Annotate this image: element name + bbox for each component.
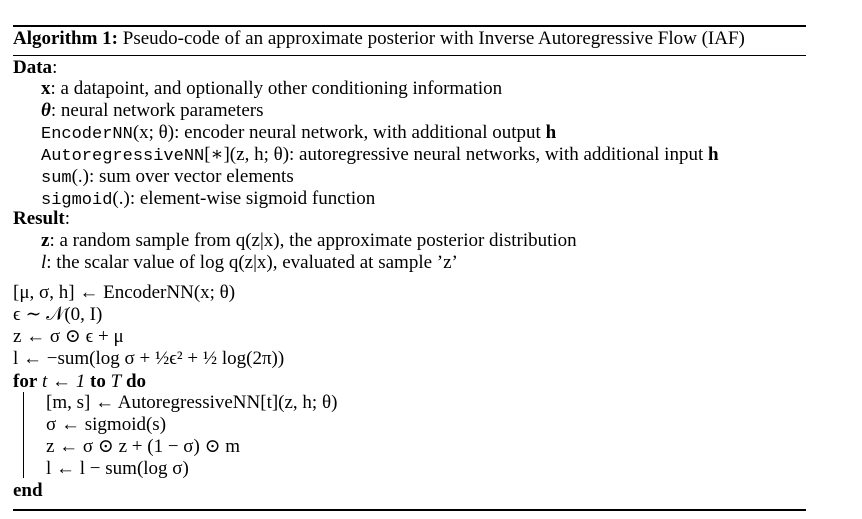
data-extra: h xyxy=(708,144,719,165)
data-text: : sum over vector elements xyxy=(89,166,294,187)
result-heading xyxy=(13,208,70,230)
loop-bar xyxy=(23,392,24,478)
algorithm-label: Algorithm 1: xyxy=(13,28,119,49)
data-item-sum xyxy=(41,166,294,190)
step-epsilon: ϵ ∼ 𝒩(0, I) xyxy=(13,304,103,325)
loop-step-sigmoid: σ ← sigmoid(s) xyxy=(46,414,167,435)
data-sym: x xyxy=(41,78,51,99)
caption-rule xyxy=(13,55,806,56)
data-args: (.) xyxy=(71,166,90,187)
loop-step-l-update: l ← l − sum(log σ) xyxy=(46,458,189,479)
data-extra: h xyxy=(545,122,557,143)
data-args: (x; θ) xyxy=(132,122,175,143)
for-line xyxy=(13,371,146,393)
data-text: : element-wise sigmoid function xyxy=(129,188,376,209)
data-args: [∗](z, h; θ) xyxy=(204,144,290,165)
data-fn: sigmoid xyxy=(41,191,113,210)
data-text: : autoregressive neural networks, with additional input xyxy=(289,144,708,165)
data-colon: : xyxy=(52,57,58,78)
step-encoder: [μ, σ, h] ← EncoderNN(x; θ) xyxy=(13,282,236,303)
result-sym: l xyxy=(41,252,47,273)
data-args: (.) xyxy=(112,188,130,209)
result-item-z xyxy=(41,230,577,252)
end-line xyxy=(13,480,43,502)
data-heading xyxy=(13,57,57,79)
data-label: Data xyxy=(13,57,53,78)
algorithm-title: Pseudo-code of an approximate posterior with Inverse Autoregressive Flow (IAF) xyxy=(122,28,745,49)
data-text: : encoder neural network, with additional output xyxy=(174,122,546,143)
step-z-init: z ← σ ⊙ ϵ + μ xyxy=(13,326,124,347)
result-item-l xyxy=(41,252,458,274)
data-text: : a datapoint, and optionally other conditioning information xyxy=(50,78,503,99)
top-rule xyxy=(13,25,806,27)
data-item-autoregressive xyxy=(41,144,719,168)
result-text: : a random sample from q(z|x), the approximate posterior distribution xyxy=(49,230,577,251)
bottom-rule xyxy=(13,509,806,511)
do-keyword: do xyxy=(125,371,147,392)
data-fn: EncoderNN xyxy=(41,125,133,144)
result-sym: z xyxy=(41,230,50,251)
data-item-sigmoid xyxy=(41,188,375,212)
data-item-encoder xyxy=(41,122,556,146)
result-label: Result xyxy=(13,208,65,229)
data-fn: AutoregressiveNN xyxy=(41,147,205,166)
data-sym: θ xyxy=(41,100,51,121)
data-fn: sum xyxy=(41,169,72,188)
to-keyword: to xyxy=(90,371,106,392)
for-end: T xyxy=(110,371,122,392)
result-text: : the scalar value of log q(z|x), evaluated at sample ’z’ xyxy=(46,252,458,273)
data-item-x xyxy=(41,78,502,100)
result-colon: : xyxy=(64,208,71,229)
algorithm-caption xyxy=(13,28,745,50)
loop-step-autoregressive: [m, s] ← AutoregressiveNN[t](z, h; θ) xyxy=(46,392,338,413)
end-keyword: end xyxy=(13,480,43,501)
data-item-theta xyxy=(41,100,263,122)
for-range: t ← 1 xyxy=(42,371,86,392)
step-l-init: l ← −sum(log σ + ½ϵ² + ½ log(2π)) xyxy=(13,348,285,369)
for-keyword: for xyxy=(13,371,38,392)
loop-step-z-update: z ← σ ⊙ z + (1 − σ) ⊙ m xyxy=(46,436,241,457)
data-text: : neural network parameters xyxy=(50,100,264,121)
